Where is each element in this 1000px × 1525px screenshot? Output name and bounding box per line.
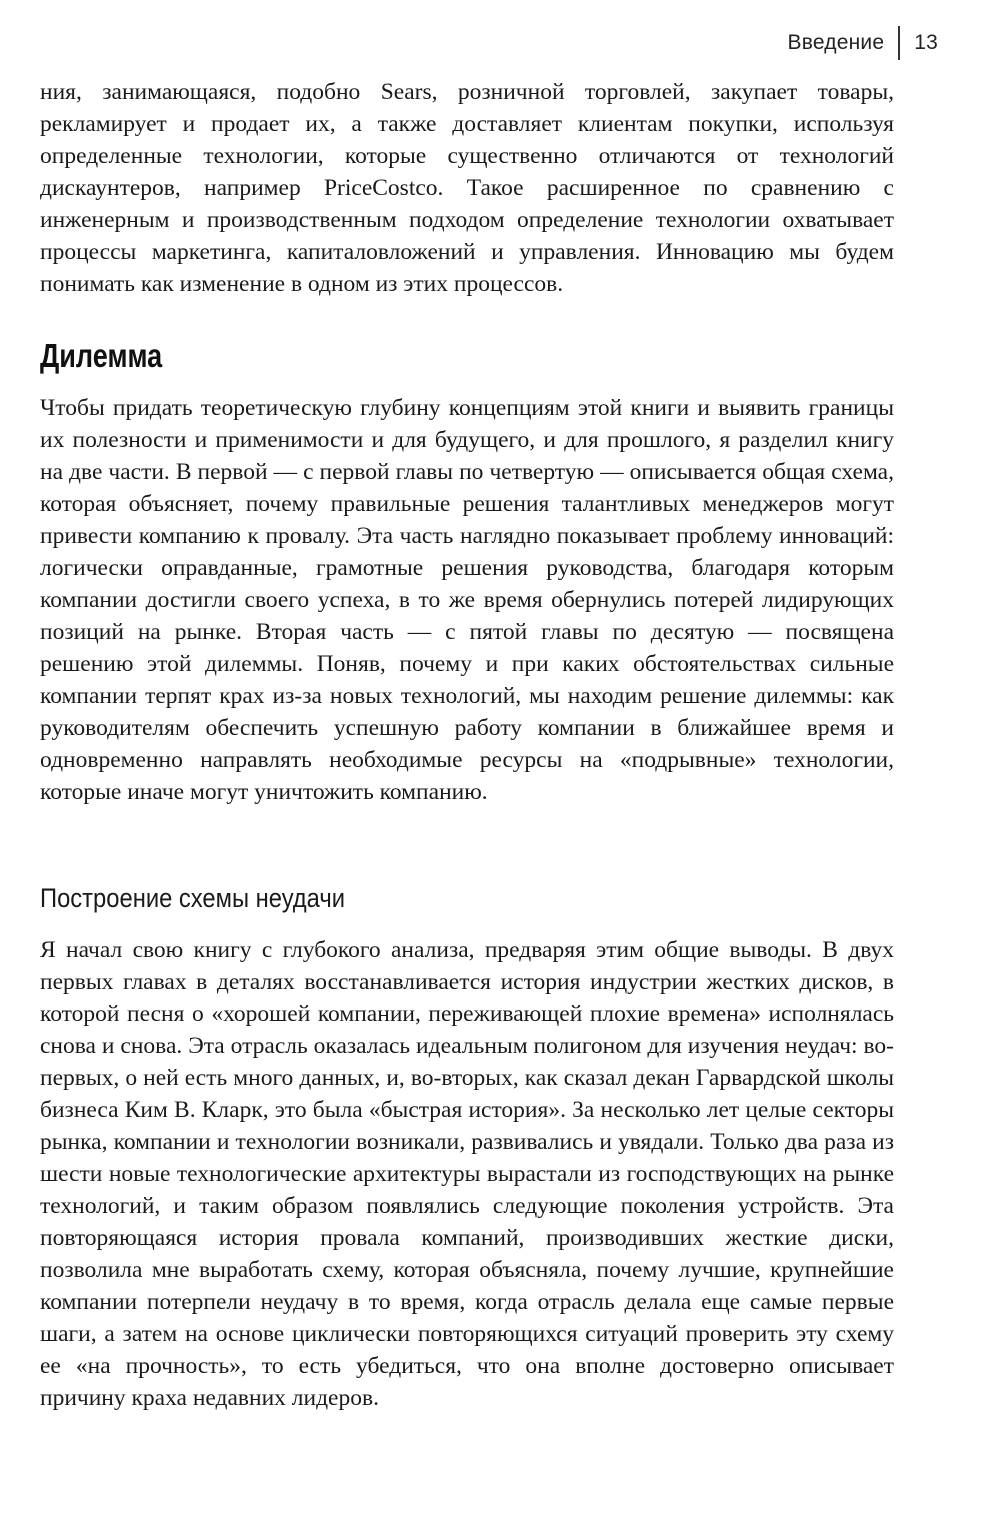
subsection-heading-failure-framework: Построение схемы неудачи — [40, 883, 346, 913]
page-number: 13 — [914, 31, 938, 54]
paragraph-block-failure-framework — [40, 934, 894, 1414]
paragraph-failure-framework: Я начал свою книгу с глубокого анализа, предваряя этим общие выводы. В двух первых главах в деталях восстанавливается история индустрии жестких дисков, в которой песня о «хорошей компании, переживающей плохие времена» исполнялась снова и снова. Эта отрасль оказалась идеальным полигоном для изучения неудач: во-первых, о ней есть много данных, и, во-вторых, как сказал декан Гарвардской школы бизнеса Ким В. Кларк, это была «быстрая история». За несколько лет целые секторы рынка, компании и технологии возникали, развивались и увядали. Только два раза из шести новые технологические архитектуры вырастали из господствующих на рынке технологий, и таким образом появлялись следующие поколения устройств. Эта повторяющаяся история провала компаний, производивших жесткие диски, позволила мне выработать схему, которая объясняла, почему лучшие, крупнейшие компании потерпели неудачу в то время, когда отрасль делала еще самые первые шаги, а затем на основе циклически повторяющихся ситуаций проверить эту схему ее «на прочность», то есть убедиться, что она вполне достоверно описывает причину краха недавних лидеров. — [40, 937, 894, 1411]
paragraph-block-intro — [40, 76, 894, 300]
paragraph-intro-continuation: ния, занимающаяся, подобно Sears, розничной торговлей, закупает товары, рекламирует и продает их, а также доставляет клиентам покупки, используя определенные технологии, которые существенно отличаются от технологий дискаунтеров, например PriceCostco. Такое расширенное по сравнению с инженерным и производственным подходом определение технологии охватывает процессы маркетинга, капиталовложений и управления. Инновацию мы будем понимать как изменение в одном из этих процессов. — [40, 79, 894, 297]
paragraph-block-dilemma — [40, 392, 894, 808]
running-header — [788, 26, 938, 60]
running-header-section-title: Введение — [787, 31, 885, 54]
section-heading-dilemma: Дилемма — [40, 337, 163, 374]
paragraph-dilemma: Чтобы придать теоретическую глубину концепциям этой книги и выявить границы их полезности и применимости и для будущего, и для прошлого, я разделил книгу на две части. В первой — с первой главы по четвертую — описывается общая схема, которая объясняет, почему правильные решения талантливых менеджеров могут привести компанию к провалу. Эта часть наглядно показывает проблему инноваций: логически оправданные, грамотные решения руководства, благодаря которым компании достигли своего успеха, в то же время обернулись потерей лидирующих позиций на рынке. Вторая часть — с пятой главы по десятую — посвящена решению этой дилеммы. Поняв, почему и при каких обстоятельствах сильные компании терпят крах из-за новых технологий, мы находим решение дилеммы: как руководителям обеспечить успешную работу компании в ближайшее время и одновременно направлять необходимые ресурсы на «подрывные» технологии, которые иначе могут уничтожить компанию. — [40, 395, 894, 805]
